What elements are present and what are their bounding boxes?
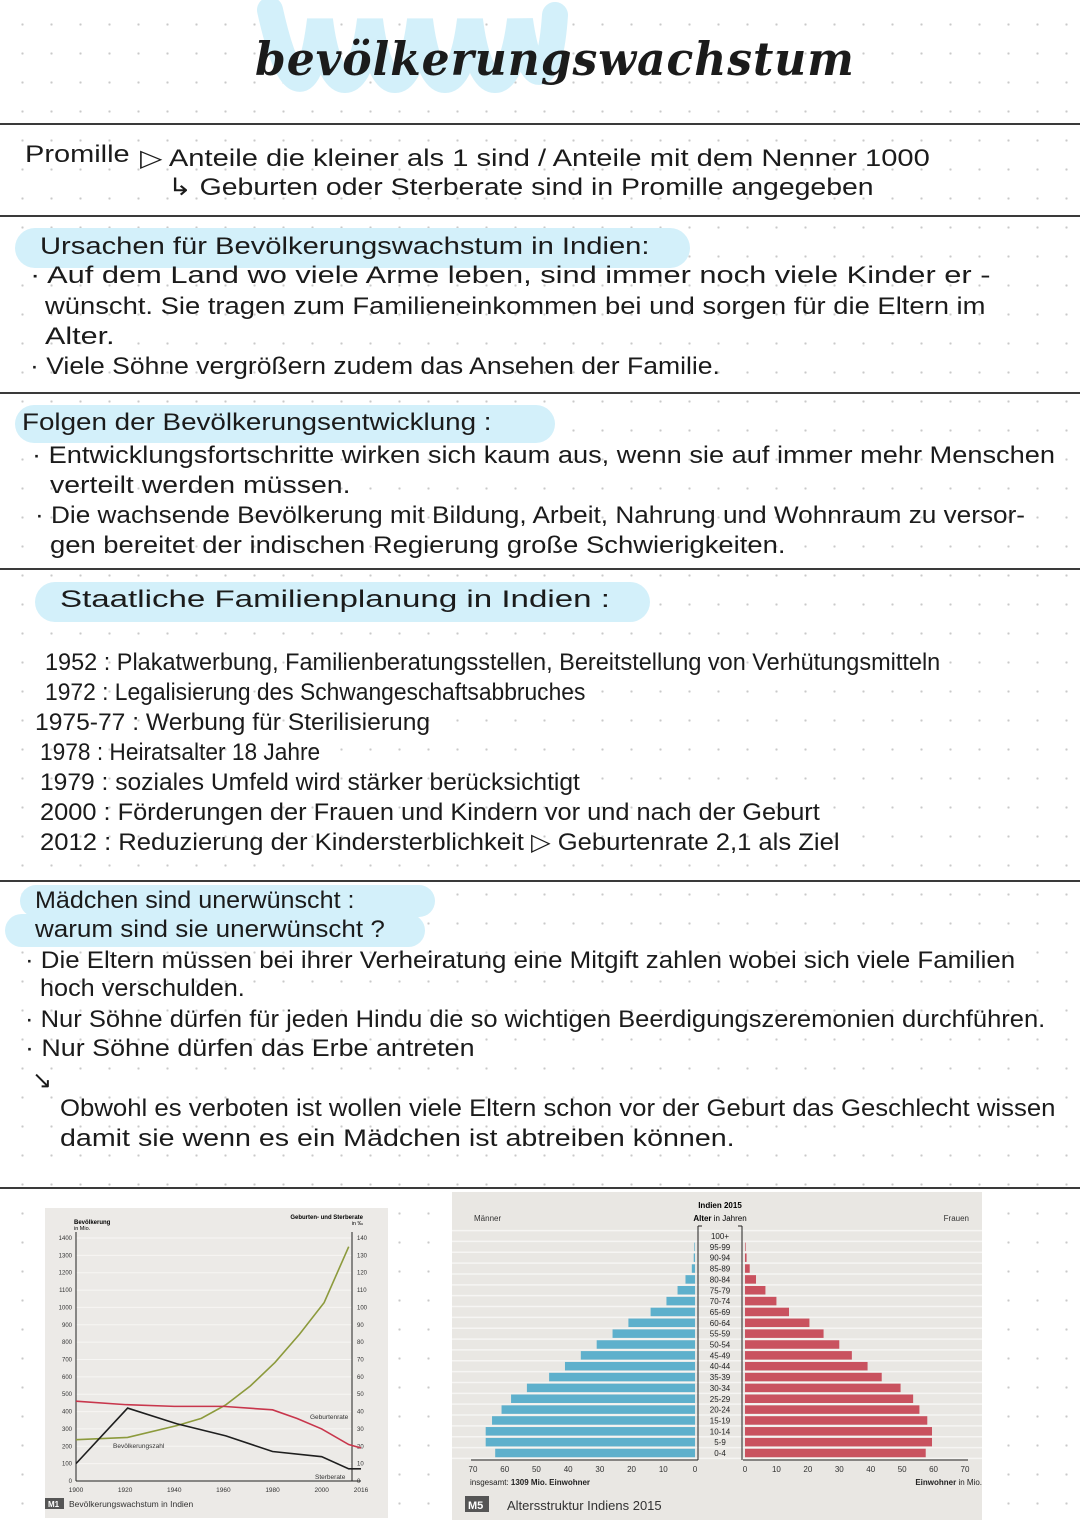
age-group-label: 95-99 xyxy=(709,1242,731,1252)
bar-men xyxy=(597,1340,695,1349)
x-tick-label: 10 xyxy=(658,1465,668,1474)
bar-men xyxy=(685,1275,695,1284)
age-group-label: 25-29 xyxy=(709,1394,731,1404)
bar-women xyxy=(745,1416,927,1425)
causes-line: wünscht. Sie tragen zum Familieneinkommen bei und sorgen für die Eltern im xyxy=(45,293,986,320)
y2-tick-label: 140 xyxy=(357,1236,368,1242)
divider xyxy=(0,568,1080,570)
x-tick-label: 2000 xyxy=(314,1487,329,1494)
age-group-label: 90-94 xyxy=(709,1253,731,1263)
timeline-year: 1975-77 xyxy=(35,709,126,736)
consequences-heading: Folgen der Bevölkerungsentwicklung : xyxy=(22,409,492,436)
y-tick-label: 700 xyxy=(61,1357,72,1364)
x-tick-label: 70 xyxy=(468,1465,478,1474)
series-line-bevölkerungszahl xyxy=(76,1247,349,1440)
bar-women xyxy=(745,1373,882,1382)
chart-title: Altersstruktur Indiens 2015 xyxy=(507,1498,662,1513)
age-group-label: 40-44 xyxy=(709,1362,731,1372)
y-tick-label: 300 xyxy=(61,1426,72,1433)
y2-tick-label: 10 xyxy=(357,1461,364,1468)
x-tick-label: 20 xyxy=(803,1465,813,1474)
y2-tick-label: 100 xyxy=(357,1305,368,1312)
divider xyxy=(0,123,1080,125)
age-group-label: 70-74 xyxy=(709,1297,731,1307)
causes-line: Alter. xyxy=(45,323,115,350)
x-tick-label: 30 xyxy=(595,1465,605,1474)
x-tick-label: 20 xyxy=(627,1465,637,1474)
bar-women xyxy=(745,1438,932,1447)
bar-men xyxy=(666,1297,695,1306)
age-group-label: 80-84 xyxy=(709,1275,731,1285)
total-value: 1309 Mio. Einwohner xyxy=(510,1478,591,1487)
consequences-line: gen bereitet der indischen Regierung große Schwierigkeiten. xyxy=(50,532,786,559)
bar-women xyxy=(745,1340,839,1349)
bar-men xyxy=(495,1449,695,1458)
bar-men xyxy=(565,1362,695,1371)
population-growth-svg xyxy=(45,1208,388,1518)
bar-women xyxy=(745,1319,809,1328)
x-tick-label: 1940 xyxy=(167,1487,182,1494)
y2-tick-label: 80 xyxy=(357,1340,364,1347)
bar-men xyxy=(651,1308,695,1317)
bar-men xyxy=(486,1427,695,1436)
x-tick-label: 70 xyxy=(960,1465,970,1474)
y-tick-label: 800 xyxy=(61,1340,72,1347)
causes-line: · Auf dem Land wo viele Arme leben, sind immer noch viele Kinder er - xyxy=(30,262,991,289)
promille-term: Promille xyxy=(25,141,130,168)
bar-women xyxy=(745,1384,901,1393)
y2-tick-label: 70 xyxy=(357,1357,364,1364)
y2-tick-label: 0 xyxy=(357,1479,361,1485)
y-tick-label: 1200 xyxy=(58,1270,72,1277)
y-tick-label: 200 xyxy=(61,1444,72,1451)
y2-tick-label: 60 xyxy=(357,1374,364,1381)
promille-definition: ▷ Anteile die kleiner als 1 sind / Anteile mit dem Nenner 1000 xyxy=(140,145,930,172)
timeline-text: : Legalisierung des Schwangeschaftsabbruches xyxy=(102,679,586,706)
x-axis-title-bold: Einwohner xyxy=(915,1478,959,1487)
girls-line: hoch verschulden. xyxy=(40,975,245,1002)
x-tick-label: 40 xyxy=(563,1465,573,1474)
timeline-text: : soziales Umfeld wird stärker berücksichtigt xyxy=(101,769,580,796)
series-label: Sterberate xyxy=(315,1474,346,1481)
y-tick-label: 900 xyxy=(61,1322,72,1329)
bar-men xyxy=(502,1405,695,1414)
x-tick-label: 1960 xyxy=(216,1487,231,1494)
age-axis-title-rest: in Jahren xyxy=(713,1214,747,1223)
y-axis-title: Bevölkerung xyxy=(74,1220,111,1226)
timeline-text: : Heiratsalter 18 Jahre xyxy=(96,739,321,766)
timeline-text: : Reduzierung der Kindersterblichkeit ▷ Geburtenrate 2,1 als Ziel xyxy=(104,829,840,856)
y2-axis-title: Geburten- und Sterberate xyxy=(290,1215,363,1221)
timeline-item xyxy=(40,828,840,858)
age-group-label: 75-79 xyxy=(709,1286,731,1296)
y2-tick-label: 40 xyxy=(357,1409,364,1416)
bar-men xyxy=(694,1243,695,1252)
y2-tick-label: 30 xyxy=(357,1426,364,1433)
bar-men xyxy=(549,1373,695,1382)
girls-heading: Mädchen sind unerwünscht : xyxy=(35,887,355,914)
age-axis-title-bold: Alter xyxy=(693,1214,714,1223)
y2-tick-label: 50 xyxy=(357,1392,364,1399)
bar-men xyxy=(511,1395,695,1404)
x-tick-label: 0 xyxy=(692,1465,698,1474)
bar-women xyxy=(745,1253,747,1262)
x-tick-label: 60 xyxy=(929,1465,939,1474)
bar-women xyxy=(745,1427,932,1436)
age-group-label: 0-4 xyxy=(714,1449,726,1458)
timeline-item xyxy=(40,768,580,798)
y2-tick-label: 120 xyxy=(357,1270,368,1277)
timeline-year: 1972 xyxy=(45,679,96,706)
timeline-year: 1952 xyxy=(45,649,98,676)
x-tick-label: 30 xyxy=(834,1465,844,1474)
bar-men xyxy=(486,1438,695,1447)
bar-women xyxy=(745,1297,776,1306)
age-group-label: 5-9 xyxy=(714,1438,726,1448)
y2-tick-label: 110 xyxy=(357,1288,367,1295)
divider xyxy=(0,880,1080,882)
y2-axis-unit: in ‰ xyxy=(351,1221,363,1227)
y-tick-label: 1100 xyxy=(59,1288,72,1295)
timeline-year: 1979 xyxy=(40,769,95,796)
girls-line: · Nur Söhne dürfen für jeden Hindu die so wichtigen Beerdigungszeremonien durchführen. xyxy=(25,1006,1046,1033)
age-group-label: 10-14 xyxy=(709,1427,731,1437)
girls-subheading: warum sind sie unerwünscht ? xyxy=(35,916,385,943)
divider xyxy=(0,1187,1080,1189)
timeline-item xyxy=(35,708,430,738)
y-axis-unit: in Mio. xyxy=(74,1226,91,1232)
age-structure-chart xyxy=(452,1192,982,1520)
consequences-line: · Die wachsende Bevölkerung mit Bildung, Arbeit, Nahrung und Wohnraum zu versor- xyxy=(35,502,1026,529)
timeline-item xyxy=(40,738,320,768)
figure-badge: M5 xyxy=(468,1500,484,1512)
bar-women xyxy=(745,1329,824,1338)
age-group-label: 60-64 xyxy=(709,1318,731,1328)
bar-women xyxy=(745,1308,789,1317)
causes-line: · Viele Söhne vergrößern zudem das Ansehen der Familie. xyxy=(30,353,720,380)
x-tick-label: 1900 xyxy=(68,1487,84,1494)
age-group-label: 30-34 xyxy=(709,1383,731,1393)
promille-note: ↳ Geburten oder Sterberate sind in Promille angegeben xyxy=(168,174,874,201)
bar-women xyxy=(745,1395,913,1404)
divider xyxy=(0,215,1080,217)
timeline-year: 1978 xyxy=(40,739,91,766)
consequences-line: verteilt werden müssen. xyxy=(50,472,351,499)
y-tick-label: 600 xyxy=(61,1374,72,1381)
bar-women xyxy=(745,1449,926,1458)
x-tick-label: 50 xyxy=(897,1465,907,1474)
age-group-label: 45-49 xyxy=(709,1351,731,1361)
bar-men xyxy=(527,1384,695,1393)
age-group-label: 85-89 xyxy=(709,1264,731,1274)
x-axis-title xyxy=(915,1478,982,1487)
figure-badge: M1 xyxy=(48,1500,60,1509)
y2-tick-label: 90 xyxy=(357,1322,364,1329)
bar-women xyxy=(745,1243,746,1252)
series-label: Geburtenrate xyxy=(310,1414,349,1421)
girls-conclusion: damit sie wenn es ein Mädchen ist abtreiben können. xyxy=(60,1125,735,1152)
girls-conclusion: Obwohl es verboten ist wollen viele Eltern schon vor der Geburt das Geschlecht wissen xyxy=(60,1095,1056,1122)
bar-men xyxy=(694,1253,695,1262)
bar-men xyxy=(678,1286,695,1295)
x-tick-label: 40 xyxy=(866,1465,876,1474)
bar-women xyxy=(745,1286,765,1295)
page-title: bevölkerungswachstum xyxy=(255,32,855,86)
consequences-line: · Entwicklungsfortschritte wirken sich kaum aus, wenn sie auf immer mehr Menschen xyxy=(32,442,1055,469)
y-tick-label: 1300 xyxy=(58,1253,72,1260)
men-label: Männer xyxy=(474,1214,502,1223)
y-tick-label: 1000 xyxy=(58,1305,72,1312)
y-tick-label: 0 xyxy=(68,1479,72,1485)
bar-women xyxy=(745,1264,750,1273)
population-growth-chart xyxy=(45,1208,388,1518)
age-group-label: 20-24 xyxy=(709,1405,731,1415)
y-tick-label: 1400 xyxy=(58,1236,72,1242)
y-tick-label: 100 xyxy=(61,1461,72,1468)
age-group-label: 55-59 xyxy=(709,1329,731,1339)
women-label: Frauen xyxy=(943,1214,969,1223)
total-population xyxy=(470,1478,590,1487)
age-axis-title xyxy=(693,1214,746,1223)
timeline-year: 2012 xyxy=(40,829,97,856)
bar-men xyxy=(581,1351,695,1360)
x-tick-label: 1980 xyxy=(265,1487,280,1494)
bar-women xyxy=(745,1405,919,1414)
timeline-item xyxy=(45,678,585,708)
timeline-item xyxy=(45,648,940,678)
x-axis-title-rest: in Mio. xyxy=(958,1478,982,1487)
bar-women xyxy=(745,1275,756,1284)
bar-men xyxy=(613,1329,695,1338)
y2-tick-label: 130 xyxy=(357,1253,368,1260)
age-group-label: 50-54 xyxy=(709,1340,731,1350)
timeline-text: : Förderungen der Frauen und Kindern vor und nach der Geburt xyxy=(103,799,820,826)
timeline-text: : Werbung für Sterilisierung xyxy=(132,709,431,736)
causes-heading: Ursachen für Bevölkerungswachstum in Indien: xyxy=(40,233,650,260)
x-tick-label: 50 xyxy=(531,1465,541,1474)
chart-subtitle: Indien 2015 xyxy=(698,1201,742,1210)
total-prefix: insgesamt: xyxy=(470,1478,511,1487)
x-tick-label: 10 xyxy=(771,1465,781,1474)
planning-heading: Staatliche Familienplanung in Indien : xyxy=(60,586,610,613)
age-structure-svg xyxy=(452,1192,982,1520)
x-tick-label: 60 xyxy=(500,1465,510,1474)
bar-men xyxy=(492,1416,695,1425)
bar-women xyxy=(745,1362,868,1371)
age-group-label: 15-19 xyxy=(709,1416,731,1426)
y-tick-label: 500 xyxy=(61,1392,72,1399)
age-group-label: 35-39 xyxy=(709,1373,731,1383)
timeline-item xyxy=(40,798,820,828)
bar-men xyxy=(692,1264,695,1273)
y-tick-label: 400 xyxy=(61,1409,72,1416)
timeline-text: : Plakatwerbung, Familienberatungsstellen, Bereitstellung von Verhütungsmitteln xyxy=(103,649,941,676)
girls-line: · Die Eltern müssen bei ihrer Verheiratung eine Mitgift zahlen wobei sich viele Familien xyxy=(25,947,1016,974)
bar-women xyxy=(745,1351,852,1360)
timeline-year: 2000 xyxy=(40,799,97,826)
girls-line: · Nur Söhne dürfen das Erbe antreten xyxy=(25,1035,475,1062)
bar-men xyxy=(628,1319,695,1328)
x-tick-label: 0 xyxy=(742,1465,748,1474)
divider xyxy=(0,392,1080,394)
x-tick-label: 1920 xyxy=(117,1487,133,1494)
y2-tick-label: 20 xyxy=(357,1444,364,1451)
age-group-label: 65-69 xyxy=(709,1307,731,1317)
series-label: Bevölkerungszahl xyxy=(113,1443,165,1450)
x-tick-label: 2016 xyxy=(353,1487,369,1494)
age-group-label: 100+ xyxy=(710,1232,730,1241)
arrow-icon: ↘ xyxy=(32,1067,53,1094)
chart-title: Bevölkerungswachstum in Indien xyxy=(69,1499,194,1509)
